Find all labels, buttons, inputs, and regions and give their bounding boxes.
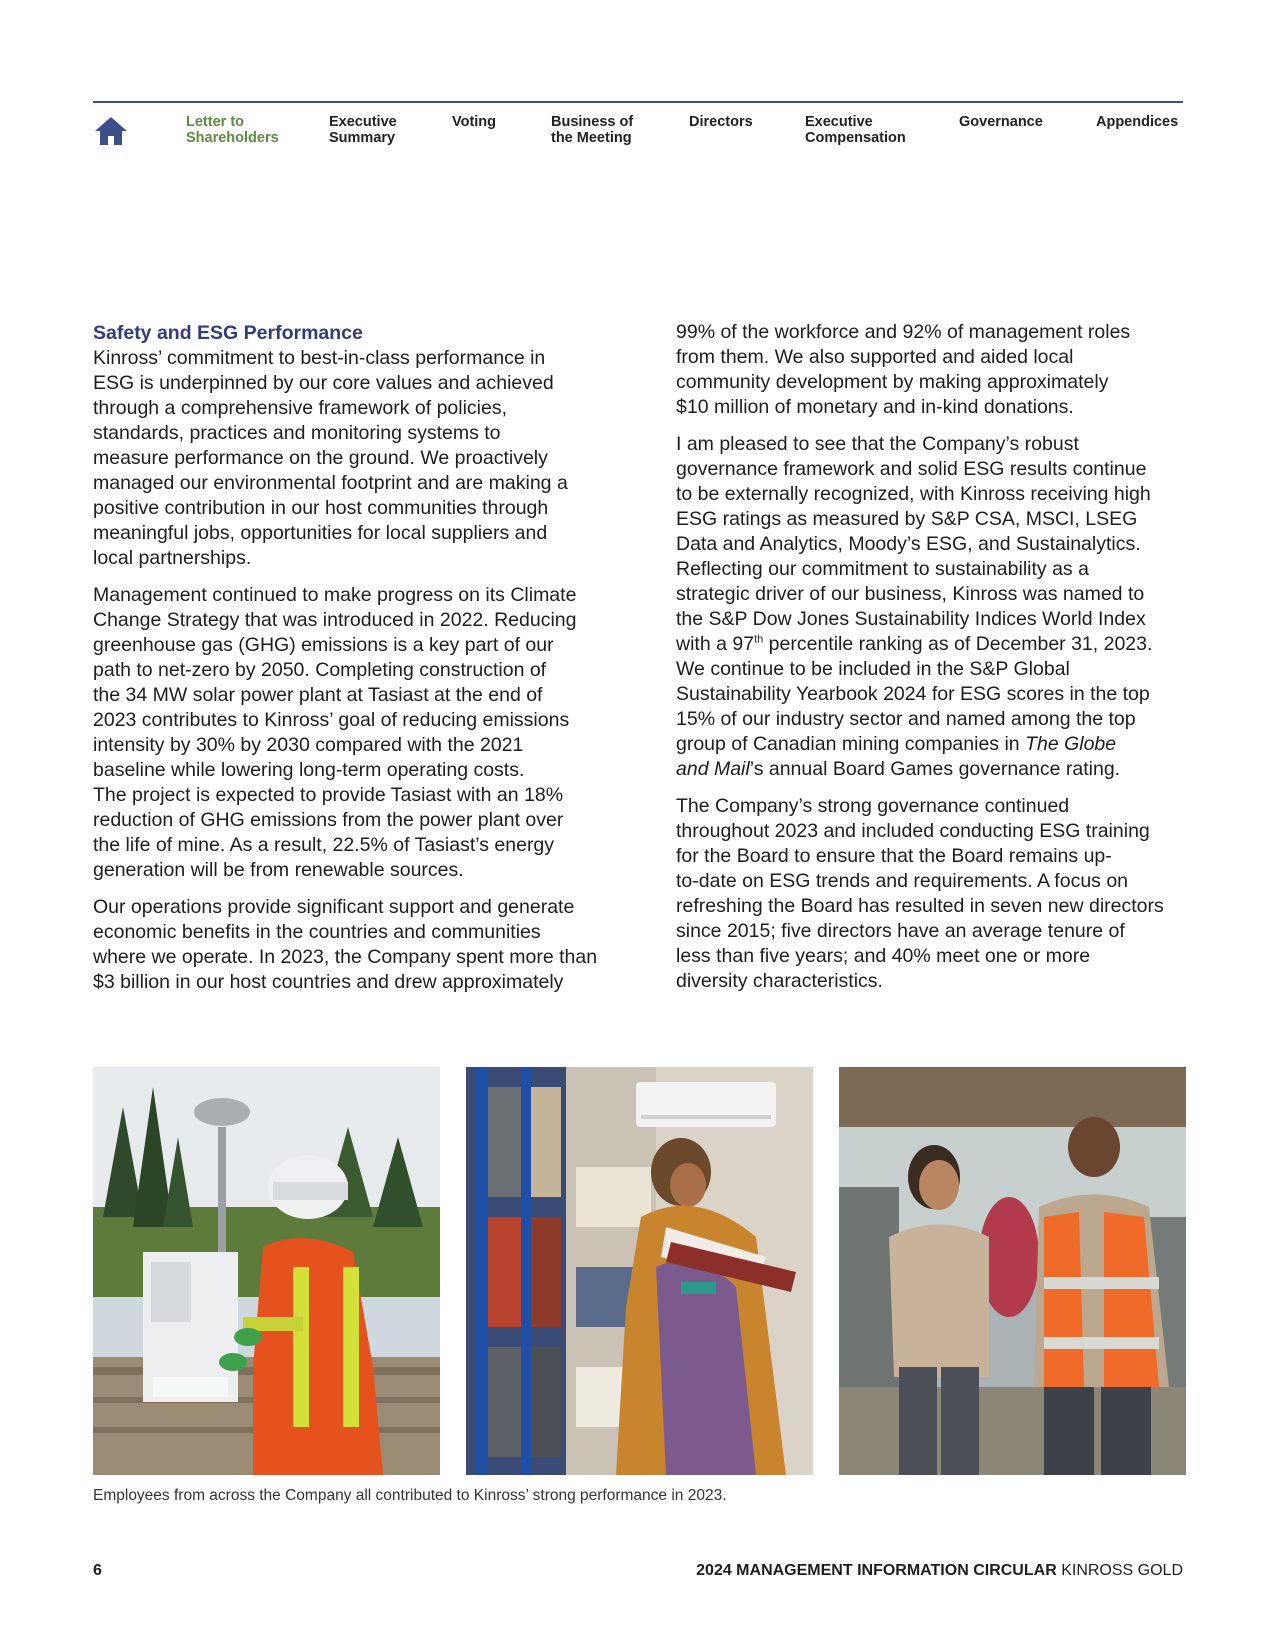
right-column (676, 320, 1186, 1006)
paragraph-esg-recognition: I am pleased to see that the Company’s robust governance framework and solid ESG results continue to be externally recognized, with Kinross receiving high ESG ratings as measured by S&P CSA, MSCI, LSEG Data and Analytics, Moody’s ESG, and Sustainalytics. Reflecting our commitment to sustainability as a strategic driver of our business, Kinross was named to the S&P Dow Jones Sustainability Indices World Index with a 97th percentile ranking as of December 31, 2023. We continue to be included in the S&P Global Sustainability Yearbook 2024 for ESG scores in the top 15% of our industry sector and named among the top group of Canadian mining companies in The Globe and Mail’s annual Board Games governance rating. (676, 432, 1186, 782)
paragraph-governance: The Company’s strong governance continued throughout 2023 and included conducting ESG training for the Board to ensure that the Board remains up- to-date on ESG trends and requirements. A focus on refreshing the Board has resulted in seven new directors since 2015; five directors have an average tenure of less than five years; and 40% meet one or more diversity characteristics. (676, 795, 1164, 992)
nav-executive-compensation[interactable]: Executive Compensation (805, 114, 906, 146)
page-number: 6 (93, 1562, 102, 1579)
publication-name-cont: and Mail (676, 758, 750, 780)
photo-caption: Employees from across the Company all contributed to Kinross’ strong performance in 2023. (93, 1487, 727, 1504)
percentile-line: with a 97th percentile ranking as of December 31, 2023. (676, 633, 1153, 655)
nav-letter-to-shareholders[interactable]: Letter to Shareholders (186, 114, 279, 146)
nav-executive-summary[interactable]: Executive Summary (329, 114, 397, 146)
photo-records-room (466, 1067, 813, 1475)
paragraph-climate-strategy: Management continued to make progress on its Climate Change Strategy that was introduced in 2022. Reducing greenhouse gas (GHG) emissions is a key part of our path to net-zero by 2050. Completing construction of the 34 MW solar power plant at Tasiast at the end of 2023 contributes to Kinross’ goal of reducing emissions intensity by 30% by 2030 compared with the 2021 baseline while lowering long-term operating costs. The project is expected to provide Tasiast with an 18% reduction of GHG emissions from the power plant over the life of mine. As a result, 22.5% of Tasiast’s energy generation will be from renewable sources. (93, 584, 577, 881)
header-rule (93, 101, 1183, 103)
paragraph-economic-benefits: Our operations provide significant support and generate economic benefits in the countries and communities where we operate. In 2023, the Company spent more than $3 billion in our host countries and drew approximately (93, 896, 598, 993)
paragraph-workforce: 99% of the workforce and 92% of management roles from them. We also supported and aided local community development by making approximately $10 million of monetary and in-kind donations. (676, 321, 1131, 418)
footer-document-title: 2024 MANAGEMENT INFORMATION CIRCULAR KINROSS GOLD (696, 1562, 1183, 1579)
publication-name: The Globe (1025, 733, 1117, 755)
photo-monitoring-station (93, 1067, 440, 1475)
photo-employees-walking (839, 1067, 1186, 1475)
nav-directors[interactable]: Directors (689, 114, 753, 130)
left-column (93, 320, 608, 1007)
nav-business-of-the-meeting[interactable]: Business of the Meeting (551, 114, 634, 146)
nav-governance[interactable]: Governance (959, 114, 1043, 130)
paragraph-esg-commitment: Kinross’ commitment to best-in-class performance in ESG is underpinned by our core values and achieved through a comprehensive framework of policies, standards, practices and monitoring systems to measure performance on the ground. We proactively managed our environmental footprint and are making a positive contribution in our host communities through meaningful jobs, opportunities for local suppliers and local partnerships. (93, 347, 568, 569)
section-title: Safety and ESG Performance (93, 322, 363, 344)
nav-appendices[interactable]: Appendices (1096, 114, 1179, 130)
nav-voting[interactable]: Voting (452, 114, 497, 130)
section-navigation (93, 112, 1183, 152)
home-icon[interactable] (93, 115, 129, 147)
